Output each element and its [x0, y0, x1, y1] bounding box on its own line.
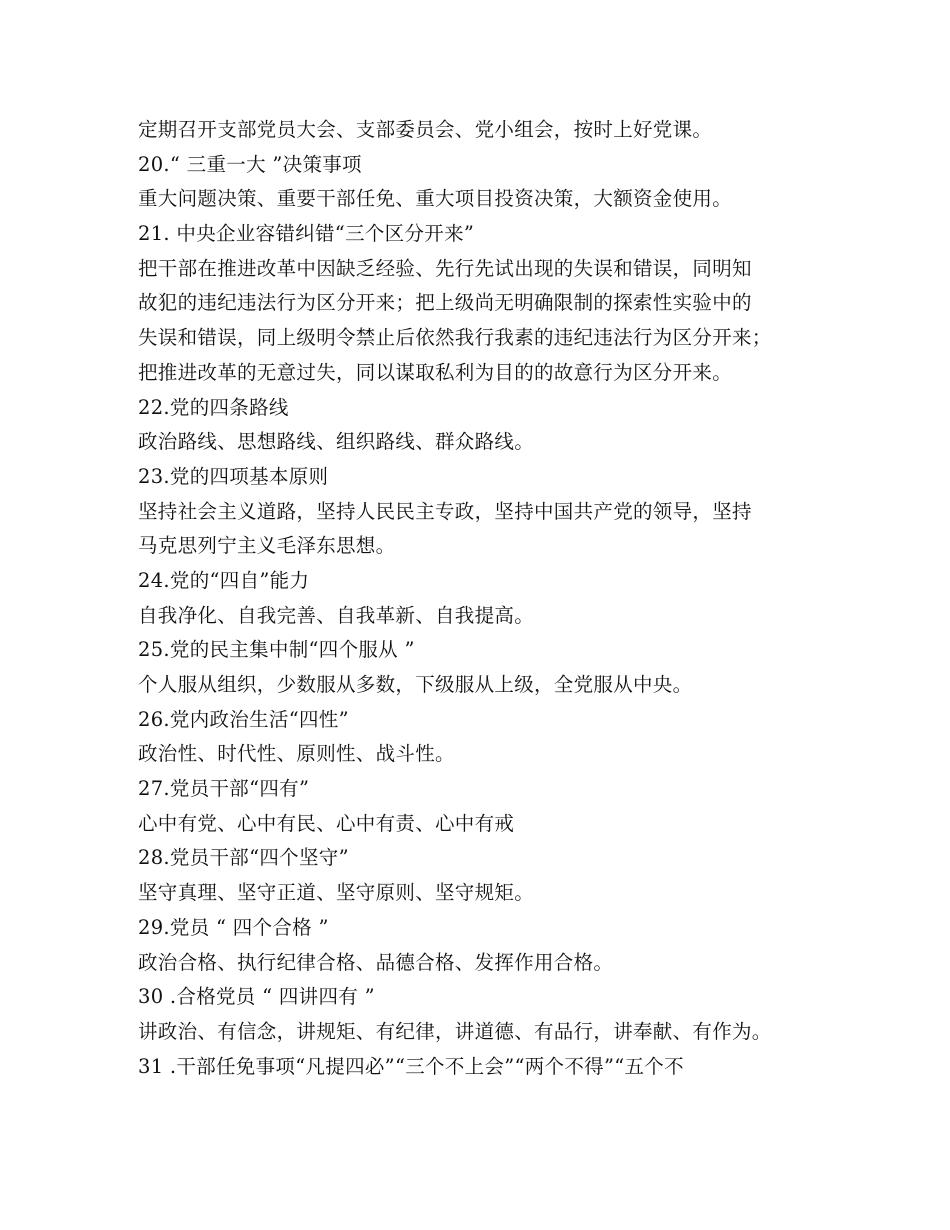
text-line: 失误和错误，同上级明令禁止后依然我行我素的违纪违法行为区分开来； — [138, 326, 772, 350]
text-line: 心中有党、心中有民、心中有责、心中有戒 — [138, 811, 515, 835]
text-line: 政治性、时代性、原则性、战斗性。 — [138, 742, 455, 766]
text-line: 定期召开支部党员大会、支部委员会、党小组会，按时上好党课。 — [138, 118, 713, 141]
section-heading: 20.“ 三重一大 ”决策事项 — [138, 152, 362, 176]
text-line: 坚守真理、坚守正道、坚守原则、坚守规矩。 — [138, 881, 535, 905]
section-heading: 24.党的“四自”能力 — [138, 568, 310, 592]
section-heading: 26.党内政治生活“四性” — [138, 707, 349, 731]
section-heading: 31 .干部任免事项“凡提四必”“三个不上会”“两个不得”“五个不 — [138, 1054, 684, 1078]
section-heading: 29.党员 “ 四个合格 ” — [138, 915, 329, 939]
section-heading: 28.党员干部“四个坚守” — [138, 846, 349, 870]
section-heading: 30 .合格党员 “ 四讲四有 ” — [138, 985, 375, 1009]
text-line: 政治合格、执行纪律合格、品德合格、发挥作用合格。 — [138, 950, 614, 974]
document-body — [138, 113, 838, 1084]
section-heading: 22.党的四条路线 — [138, 395, 289, 419]
text-line: 个人服从组织，少数服从多数，下级服从上级，全党服从中央。 — [138, 673, 693, 696]
text-line: 政治路线、思想路线、组织路线、群众路线。 — [138, 430, 535, 454]
text-line: 坚持社会主义道路，坚持人民民主专政，坚持中国共产党的领导，坚持 — [138, 499, 752, 523]
section-heading: 25.党的民主集中制“四个服从 ” — [138, 638, 415, 662]
text-line: 故犯的违纪违法行为区分开来；把上级尚无明确限制的探索性实验中的 — [138, 291, 752, 315]
section-heading: 27.党员干部“四有” — [138, 777, 310, 801]
text-line: 重大问题决策、重要干部任免、重大项目投资决策，大额资金使用。 — [138, 187, 733, 211]
text-line: 把推进改革的无意过失，同以谋取私利为目的的故意行为区分开来。 — [138, 360, 733, 384]
text-line: 讲政治、有信念，讲规矩、有纪律，讲道德、有品行，讲奉献、有作为。 — [138, 1019, 772, 1043]
text-line: 自我净化、自我完善、自我革新、自我提高。 — [138, 603, 535, 627]
text-line: 马克思列宁主义毛泽东思想。 — [138, 534, 396, 558]
section-heading: 21. 中央企业容错纠错“三个区分开来” — [138, 222, 475, 246]
text-line: 把干部在推进改革中因缺乏经验、先行先试出现的失误和错误，同明知 — [138, 256, 752, 280]
section-heading: 23.党的四项基本原则 — [138, 464, 329, 488]
